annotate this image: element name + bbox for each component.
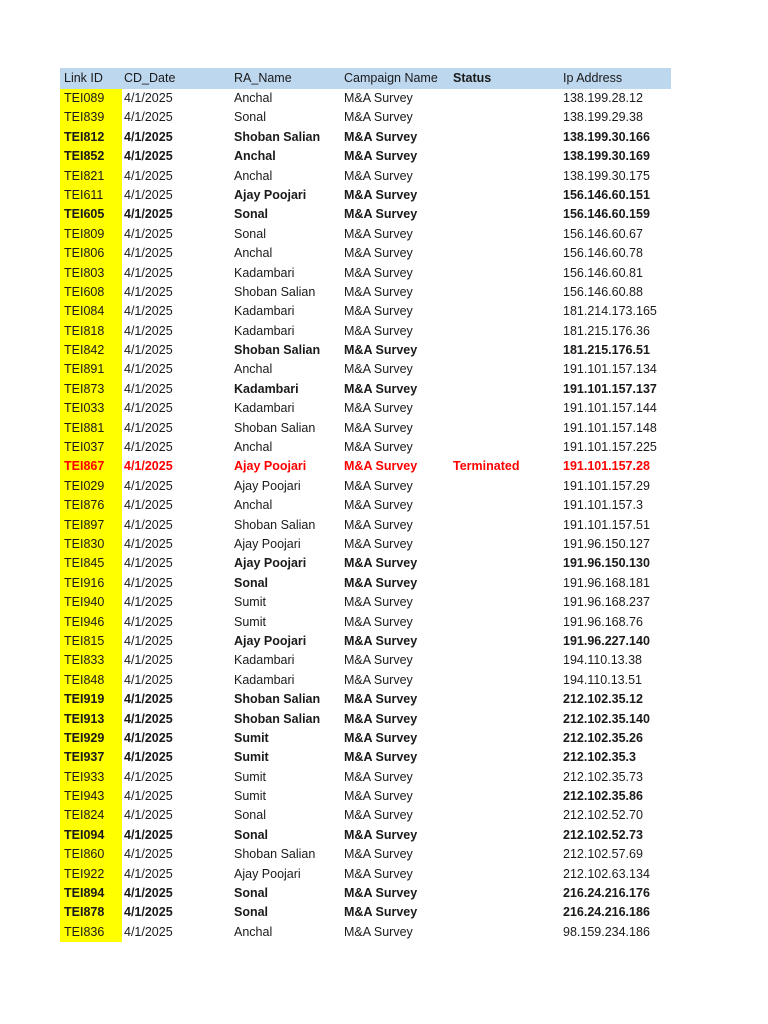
cell-cd-date[interactable]: 4/1/2025 <box>124 343 173 358</box>
cell-campaign-name[interactable]: M&A Survey <box>344 129 418 144</box>
cell-ip-address[interactable]: 216.24.216.176 <box>563 886 650 901</box>
cell-ra-name[interactable]: Shoban Salian <box>234 284 316 299</box>
cell-cd-date[interactable]: 4/1/2025 <box>124 149 173 164</box>
cell-cd-date[interactable]: 4/1/2025 <box>124 886 173 901</box>
cell-link-id[interactable]: TEI839 <box>60 108 122 127</box>
cell-ra-name[interactable]: Sonal <box>234 886 269 901</box>
cell-cd-date[interactable]: 4/1/2025 <box>124 168 173 183</box>
table-row <box>60 341 671 360</box>
cell-campaign-name[interactable]: M&A Survey <box>344 401 413 416</box>
cell-campaign-name[interactable]: M&A Survey <box>344 653 413 668</box>
cell-link-id[interactable]: TEI913 <box>60 710 122 729</box>
cell-campaign-name[interactable]: M&A Survey <box>344 246 413 261</box>
cell-campaign-name[interactable]: M&A Survey <box>344 556 418 571</box>
cell-cd-date[interactable]: 4/1/2025 <box>124 420 173 435</box>
table-row <box>60 89 671 108</box>
cell-ra-name[interactable]: Kadambari <box>234 381 299 396</box>
cell-campaign-name[interactable]: M&A Survey <box>344 789 413 804</box>
cell-cd-date[interactable]: 4/1/2025 <box>124 711 173 726</box>
cell-link-id[interactable]: TEI867 <box>60 457 122 476</box>
cell-link-id[interactable]: TEI933 <box>60 768 122 787</box>
cell-ra-name[interactable]: Kadambari <box>234 672 295 687</box>
cell-cd-date[interactable]: 4/1/2025 <box>124 517 173 532</box>
cell-ra-name[interactable]: Ajay Poojari <box>234 478 301 493</box>
cell-link-id[interactable]: TEI848 <box>60 671 122 690</box>
cell-link-id[interactable]: TEI873 <box>60 380 122 399</box>
cell-campaign-name[interactable]: M&A Survey <box>344 808 413 823</box>
cell-ip-address[interactable]: 191.101.157.28 <box>563 459 650 474</box>
cell-link-id[interactable]: TEI946 <box>60 613 122 632</box>
table-row <box>60 651 671 670</box>
table-row <box>60 205 671 224</box>
table-row <box>60 903 671 922</box>
cell-campaign-name[interactable]: M&A Survey <box>344 905 418 920</box>
cell-ra-name[interactable]: Ajay Poojari <box>234 187 307 202</box>
table-row <box>60 923 671 942</box>
cell-link-id[interactable]: TEI806 <box>60 244 122 263</box>
table-row <box>60 225 671 244</box>
cell-link-id[interactable]: TEI089 <box>60 89 122 108</box>
table-row <box>60 554 671 573</box>
cell-ip-address[interactable]: 212.102.35.73 <box>563 769 643 784</box>
table-row <box>60 419 671 438</box>
cell-ip-address[interactable]: 191.96.227.140 <box>563 633 650 648</box>
cell-ra-name[interactable]: Ajay Poojari <box>234 556 307 571</box>
table-row <box>60 438 671 457</box>
cell-ip-address[interactable]: 191.101.157.3 <box>563 498 643 513</box>
cell-ip-address[interactable]: 212.102.35.3 <box>563 750 636 765</box>
cell-ra-name[interactable]: Sumit <box>234 730 269 745</box>
cell-cd-date[interactable]: 4/1/2025 <box>124 226 173 241</box>
cell-link-id[interactable]: TEI943 <box>60 787 122 806</box>
cell-ip-address[interactable]: 212.102.35.140 <box>563 711 650 726</box>
cell-ra-name[interactable]: Anchal <box>234 168 273 183</box>
table-row <box>60 322 671 341</box>
cell-ip-address[interactable]: 156.146.60.159 <box>563 207 650 222</box>
cell-campaign-name[interactable]: M&A Survey <box>344 886 418 901</box>
cell-ip-address[interactable]: 191.96.168.237 <box>563 595 650 610</box>
cell-ra-name[interactable]: Sonal <box>234 226 266 241</box>
cell-ip-address[interactable]: 212.102.52.73 <box>563 827 643 842</box>
table-row <box>60 147 671 166</box>
cell-ra-name[interactable]: Sumit <box>234 789 266 804</box>
cell-cd-date[interactable]: 4/1/2025 <box>124 769 173 784</box>
cell-campaign-name[interactable]: M&A Survey <box>344 672 413 687</box>
cell-ra-name[interactable]: Shoban Salian <box>234 711 321 726</box>
cell-campaign-name[interactable]: M&A Survey <box>344 440 413 455</box>
cell-ip-address[interactable]: 194.110.13.38 <box>563 653 643 668</box>
cell-cd-date[interactable]: 4/1/2025 <box>124 459 173 474</box>
cell-link-id[interactable]: TEI842 <box>60 341 122 360</box>
cell-ip-address[interactable]: 212.102.57.69 <box>563 847 643 862</box>
cell-campaign-name[interactable]: M&A Survey <box>344 498 413 513</box>
header-status[interactable]: Status <box>453 71 492 85</box>
cell-campaign-name[interactable]: M&A Survey <box>344 265 413 280</box>
cell-link-id[interactable]: TEI833 <box>60 651 122 670</box>
cell-cd-date[interactable]: 4/1/2025 <box>124 789 173 804</box>
header-ra-name[interactable]: RA_Name <box>234 71 292 85</box>
table-row <box>60 574 671 593</box>
cell-link-id[interactable]: TEI876 <box>60 496 122 515</box>
cell-cd-date[interactable]: 4/1/2025 <box>124 633 173 648</box>
cell-link-id[interactable]: TEI897 <box>60 516 122 535</box>
table-row <box>60 128 671 147</box>
cell-ip-address[interactable]: 156.146.60.81 <box>563 265 643 280</box>
cell-campaign-name[interactable]: M&A Survey <box>344 847 413 862</box>
cell-ra-name[interactable]: Sonal <box>234 110 266 125</box>
cell-ra-name[interactable]: Kadambari <box>234 401 295 416</box>
cell-cd-date[interactable]: 4/1/2025 <box>124 575 173 590</box>
cell-campaign-name[interactable]: M&A Survey <box>344 362 413 377</box>
header-campaign-name[interactable]: Campaign Name <box>344 71 438 85</box>
cell-campaign-name[interactable]: M&A Survey <box>344 323 413 338</box>
table-row <box>60 710 671 729</box>
header-row <box>60 68 671 89</box>
cell-ra-name[interactable]: Kadambari <box>234 323 295 338</box>
cell-ip-address[interactable]: 212.102.35.26 <box>563 730 643 745</box>
cell-ra-name[interactable]: Anchal <box>234 91 273 105</box>
table-row <box>60 167 671 186</box>
cell-link-id[interactable]: TEI824 <box>60 806 122 825</box>
table-row <box>60 690 671 709</box>
cell-ra-name[interactable]: Sumit <box>234 595 266 610</box>
cell-cd-date[interactable]: 4/1/2025 <box>124 653 173 668</box>
cell-campaign-name[interactable]: M&A Survey <box>344 866 413 881</box>
cell-ip-address[interactable]: 212.102.35.12 <box>563 692 643 707</box>
table-row <box>60 826 671 845</box>
cell-campaign-name[interactable]: M&A Survey <box>344 226 413 241</box>
table-row <box>60 496 671 515</box>
cell-ip-address[interactable]: 191.101.157.51 <box>563 517 650 532</box>
table-row <box>60 768 671 787</box>
cell-campaign-name[interactable]: M&A Survey <box>344 420 413 435</box>
cell-link-id[interactable]: TEI611 <box>60 186 122 205</box>
cell-link-id[interactable]: TEI919 <box>60 690 122 709</box>
cell-ra-name[interactable]: Sonal <box>234 575 269 590</box>
cell-ra-name[interactable]: Sonal <box>234 827 269 842</box>
cell-ip-address[interactable]: 156.146.60.88 <box>563 284 643 299</box>
cell-link-id[interactable]: TEI037 <box>60 438 122 457</box>
cell-campaign-name[interactable]: M&A Survey <box>344 536 413 551</box>
cell-ip-address[interactable]: 191.101.157.29 <box>563 478 650 493</box>
cell-ra-name[interactable]: Shoban Salian <box>234 343 321 358</box>
cell-ip-address[interactable]: 181.215.176.51 <box>563 343 650 358</box>
cell-cd-date[interactable]: 4/1/2025 <box>124 498 173 513</box>
table-row <box>60 108 671 127</box>
cell-link-id[interactable]: TEI860 <box>60 845 122 864</box>
cell-cd-date[interactable]: 4/1/2025 <box>124 924 173 939</box>
cell-cd-date[interactable]: 4/1/2025 <box>124 536 173 551</box>
cell-ra-name[interactable]: Ajay Poojari <box>234 536 301 551</box>
cell-link-id[interactable]: TEI830 <box>60 535 122 554</box>
cell-campaign-name[interactable]: M&A Survey <box>344 633 418 648</box>
cell-link-id[interactable]: TEI608 <box>60 283 122 302</box>
cell-ra-name[interactable]: Kadambari <box>234 265 295 280</box>
cell-cd-date[interactable]: 4/1/2025 <box>124 905 173 920</box>
cell-ra-name[interactable]: Ajay Poojari <box>234 633 307 648</box>
cell-ra-name[interactable]: Sumit <box>234 614 266 629</box>
cell-ra-name[interactable]: Shoban Salian <box>234 517 316 532</box>
cell-link-id[interactable]: TEI878 <box>60 903 122 922</box>
cell-link-id[interactable]: TEI845 <box>60 554 122 573</box>
cell-cd-date[interactable]: 4/1/2025 <box>124 323 173 338</box>
cell-campaign-name[interactable]: M&A Survey <box>344 343 418 358</box>
cell-ip-address[interactable]: 191.101.157.137 <box>563 381 657 396</box>
table-row <box>60 535 671 554</box>
cell-cd-date[interactable]: 4/1/2025 <box>124 672 173 687</box>
header-link-id[interactable]: Link ID <box>64 71 103 85</box>
cell-link-id[interactable]: TEI809 <box>60 225 122 244</box>
cell-cd-date[interactable]: 4/1/2025 <box>124 110 173 125</box>
cell-campaign-name[interactable]: M&A Survey <box>344 711 418 726</box>
cell-ip-address[interactable]: 212.102.35.86 <box>563 789 643 804</box>
cell-campaign-name[interactable]: M&A Survey <box>344 614 413 629</box>
table-row <box>60 729 671 748</box>
header-ip-address[interactable]: Ip Address <box>563 71 623 85</box>
table-row <box>60 806 671 825</box>
cell-ra-name[interactable]: Shoban Salian <box>234 420 316 435</box>
cell-campaign-name[interactable]: M&A Survey <box>344 459 418 474</box>
cell-ip-address[interactable]: 191.101.157.134 <box>563 362 657 377</box>
cell-campaign-name[interactable]: M&A Survey <box>344 575 418 590</box>
table-row <box>60 865 671 884</box>
cell-link-id[interactable]: TEI929 <box>60 729 122 748</box>
cell-ra-name[interactable]: Sonal <box>234 905 269 920</box>
cell-cd-date[interactable]: 4/1/2025 <box>124 478 173 493</box>
table-row <box>60 186 671 205</box>
cell-ra-name[interactable]: Anchal <box>234 246 273 261</box>
table-row <box>60 884 671 903</box>
cell-cd-date[interactable]: 4/1/2025 <box>124 730 173 745</box>
cell-link-id[interactable]: TEI094 <box>60 826 122 845</box>
cell-campaign-name[interactable]: M&A Survey <box>344 110 413 125</box>
cell-ip-address[interactable]: 191.96.168.76 <box>563 614 643 629</box>
cell-link-id[interactable]: TEI852 <box>60 147 122 166</box>
cell-campaign-name[interactable]: M&A Survey <box>344 517 413 532</box>
table-row <box>60 593 671 612</box>
cell-ip-address[interactable]: 181.214.173.165 <box>563 304 657 319</box>
cell-link-id[interactable]: TEI818 <box>60 322 122 341</box>
cell-campaign-name[interactable]: M&A Survey <box>344 381 418 396</box>
table-row <box>60 264 671 283</box>
cell-ip-address[interactable]: 191.96.150.130 <box>563 556 650 571</box>
cell-ip-address[interactable]: 191.101.157.144 <box>563 401 657 416</box>
table-row <box>60 516 671 535</box>
cell-campaign-name[interactable]: M&A Survey <box>344 91 413 105</box>
cell-ip-address[interactable]: 156.146.60.67 <box>563 226 643 241</box>
cell-ra-name[interactable]: Anchal <box>234 362 273 377</box>
cell-ra-name[interactable]: Ajay Poojari <box>234 866 301 881</box>
table-body <box>60 89 671 942</box>
table-row <box>60 380 671 399</box>
cell-campaign-name[interactable]: M&A Survey <box>344 769 413 784</box>
cell-cd-date[interactable]: 4/1/2025 <box>124 595 173 610</box>
cell-ip-address[interactable]: 216.24.216.186 <box>563 905 650 920</box>
cell-campaign-name[interactable]: M&A Survey <box>344 750 418 765</box>
cell-link-id[interactable]: TEI937 <box>60 748 122 767</box>
cell-campaign-name[interactable]: M&A Survey <box>344 692 418 707</box>
cell-link-id[interactable]: TEI821 <box>60 167 122 186</box>
cell-campaign-name[interactable]: M&A Survey <box>344 304 413 319</box>
cell-link-id[interactable]: TEI922 <box>60 865 122 884</box>
cell-link-id[interactable]: TEI836 <box>60 923 122 942</box>
cell-ip-address[interactable]: 156.146.60.151 <box>563 187 650 202</box>
cell-cd-date[interactable]: 4/1/2025 <box>124 847 173 862</box>
table-row <box>60 613 671 632</box>
cell-campaign-name[interactable]: M&A Survey <box>344 478 413 493</box>
cell-cd-date[interactable]: 4/1/2025 <box>124 304 173 319</box>
cell-link-id[interactable]: TEI940 <box>60 593 122 612</box>
table-row <box>60 671 671 690</box>
cell-ra-name[interactable]: Kadambari <box>234 304 295 319</box>
cell-campaign-name[interactable]: M&A Survey <box>344 284 413 299</box>
cell-campaign-name[interactable]: M&A Survey <box>344 207 418 222</box>
cell-ra-name[interactable]: Shoban Salian <box>234 129 321 144</box>
cell-link-id[interactable]: TEI084 <box>60 302 122 321</box>
cell-ip-address[interactable]: 191.101.157.148 <box>563 420 657 435</box>
cell-campaign-name[interactable]: M&A Survey <box>344 730 418 745</box>
table-row <box>60 845 671 864</box>
cell-link-id[interactable]: TEI033 <box>60 399 122 418</box>
cell-ra-name[interactable]: Anchal <box>234 498 273 513</box>
cell-link-id[interactable]: TEI605 <box>60 205 122 224</box>
cell-campaign-name[interactable]: M&A Survey <box>344 595 413 610</box>
cell-ra-name[interactable]: Sumit <box>234 769 266 784</box>
cell-cd-date[interactable]: 4/1/2025 <box>124 91 173 105</box>
cell-ra-name[interactable]: Anchal <box>234 149 276 164</box>
table-row <box>60 457 671 476</box>
cell-ra-name[interactable]: Sonal <box>234 808 266 823</box>
table-row <box>60 399 671 418</box>
cell-campaign-name[interactable]: M&A Survey <box>344 168 413 183</box>
cell-ip-address[interactable]: 191.96.168.181 <box>563 575 650 590</box>
table-row <box>60 632 671 651</box>
table-row <box>60 302 671 321</box>
cell-cd-date[interactable]: 4/1/2025 <box>124 381 173 396</box>
spreadsheet-table <box>60 68 671 942</box>
cell-link-id[interactable]: TEI891 <box>60 360 122 379</box>
cell-ip-address[interactable]: 138.199.30.166 <box>563 129 650 144</box>
cell-ip-address[interactable]: 156.146.60.78 <box>563 246 643 261</box>
cell-ra-name[interactable]: Anchal <box>234 440 273 455</box>
cell-cd-date[interactable]: 4/1/2025 <box>124 401 173 416</box>
cell-cd-date[interactable]: 4/1/2025 <box>124 362 173 377</box>
cell-cd-date[interactable]: 4/1/2025 <box>124 129 173 144</box>
cell-status[interactable]: Terminated <box>453 459 520 474</box>
cell-ip-address[interactable]: 98.159.234.186 <box>563 924 650 939</box>
cell-ip-address[interactable]: 181.215.176.36 <box>563 323 650 338</box>
cell-cd-date[interactable]: 4/1/2025 <box>124 750 173 765</box>
table-row <box>60 477 671 496</box>
cell-cd-date[interactable]: 4/1/2025 <box>124 556 173 571</box>
cell-ip-address[interactable]: 191.96.150.127 <box>563 536 650 551</box>
cell-link-id[interactable]: TEI894 <box>60 884 122 903</box>
cell-ip-address[interactable]: 138.199.28.12 <box>563 91 643 105</box>
cell-cd-date[interactable]: 4/1/2025 <box>124 614 173 629</box>
cell-cd-date[interactable]: 4/1/2025 <box>124 866 173 881</box>
cell-cd-date[interactable]: 4/1/2025 <box>124 284 173 299</box>
cell-cd-date[interactable]: 4/1/2025 <box>124 207 173 222</box>
cell-ra-name[interactable]: Ajay Poojari <box>234 459 307 474</box>
table-row <box>60 748 671 767</box>
cell-ra-name[interactable]: Shoban Salian <box>234 847 316 862</box>
table-row <box>60 787 671 806</box>
cell-cd-date[interactable]: 4/1/2025 <box>124 265 173 280</box>
cell-link-id[interactable]: TEI815 <box>60 632 122 651</box>
cell-ip-address[interactable]: 138.199.30.175 <box>563 168 650 183</box>
cell-link-id[interactable]: TEI916 <box>60 574 122 593</box>
cell-ra-name[interactable]: Kadambari <box>234 653 295 668</box>
header-cd-date[interactable]: CD_Date <box>124 71 176 85</box>
cell-ip-address[interactable]: 212.102.52.70 <box>563 808 643 823</box>
cell-campaign-name[interactable]: M&A Survey <box>344 827 418 842</box>
cell-ip-address[interactable]: 138.199.29.38 <box>563 110 643 125</box>
cell-ip-address[interactable]: 138.199.30.169 <box>563 149 650 164</box>
cell-ip-address[interactable]: 194.110.13.51 <box>563 672 643 687</box>
cell-cd-date[interactable]: 4/1/2025 <box>124 808 173 823</box>
cell-ip-address[interactable]: 212.102.63.134 <box>563 866 650 881</box>
table-row <box>60 244 671 263</box>
cell-link-id[interactable]: TEI812 <box>60 128 122 147</box>
cell-cd-date[interactable]: 4/1/2025 <box>124 692 173 707</box>
cell-link-id[interactable]: TEI029 <box>60 477 122 496</box>
cell-cd-date[interactable]: 4/1/2025 <box>124 440 173 455</box>
cell-cd-date[interactable]: 4/1/2025 <box>124 246 173 261</box>
cell-campaign-name[interactable]: M&A Survey <box>344 149 418 164</box>
cell-campaign-name[interactable]: M&A Survey <box>344 187 418 202</box>
cell-ra-name[interactable]: Anchal <box>234 924 273 939</box>
table-row <box>60 360 671 379</box>
cell-ra-name[interactable]: Shoban Salian <box>234 692 321 707</box>
cell-link-id[interactable]: TEI881 <box>60 419 122 438</box>
cell-link-id[interactable]: TEI803 <box>60 264 122 283</box>
cell-ip-address[interactable]: 191.101.157.225 <box>563 440 657 455</box>
cell-cd-date[interactable]: 4/1/2025 <box>124 827 173 842</box>
table-row <box>60 283 671 302</box>
cell-cd-date[interactable]: 4/1/2025 <box>124 187 173 202</box>
cell-ra-name[interactable]: Sumit <box>234 750 269 765</box>
cell-ra-name[interactable]: Sonal <box>234 207 269 222</box>
cell-campaign-name[interactable]: M&A Survey <box>344 924 413 939</box>
